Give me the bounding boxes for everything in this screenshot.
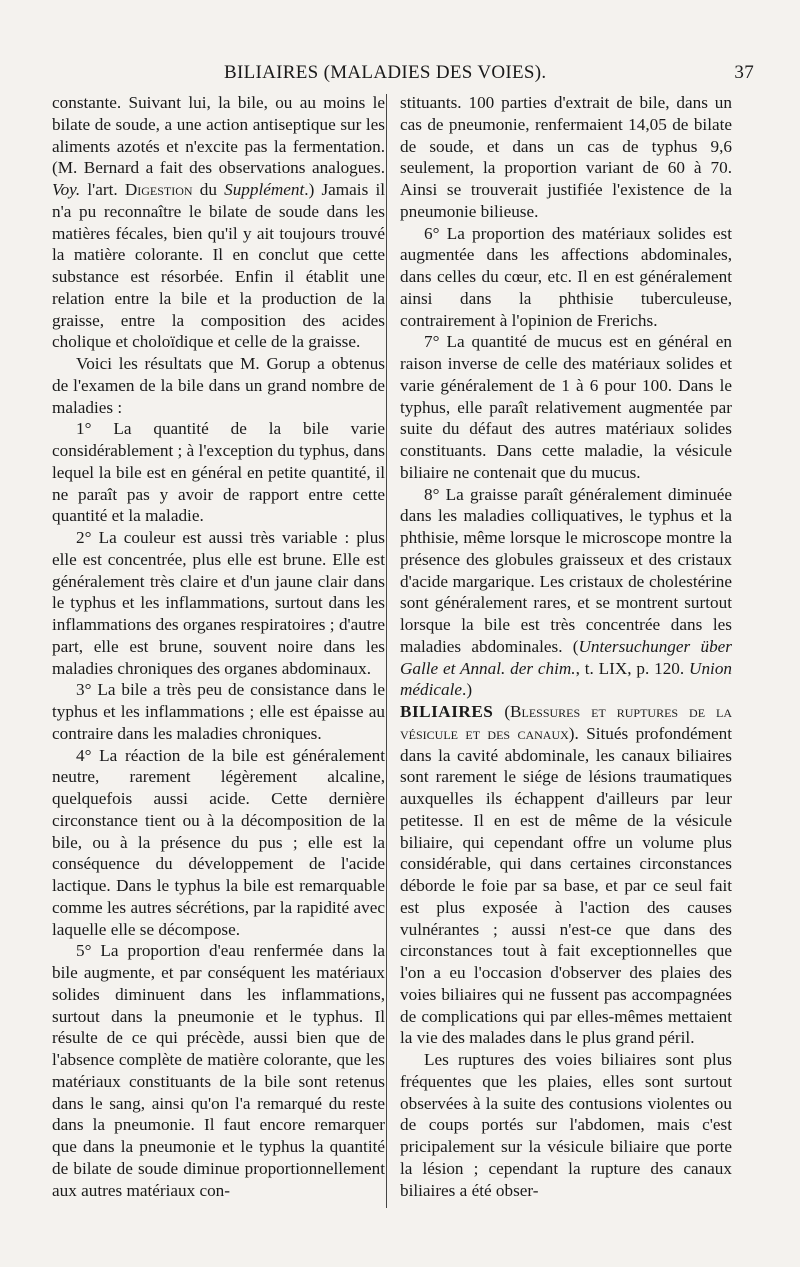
paragraph: 7° La quantité de mucus est en général en raison inverse de celle des matériaux solides et varie généralement de 1 à 6 pour 100. Dans le typhus, elle paraît relativement augmentée par suite du défaut des autres matériaux solides constituants. Dans cette maladie, la vésicule biliaire ne contenait que du mucus. (400, 332, 732, 482)
paragraph: Voici les résultats que M. Gorup a obtenus de l'examen de la bile dans un grand nombre de maladies : (52, 354, 385, 417)
page-number: 37 (734, 62, 754, 83)
entry-subheading: (Blessures et ruptures de la vésicule et des canaux). (400, 702, 733, 743)
running-title: BILIAIRES (MALADIES DES VOIES). (224, 62, 547, 83)
text-run: 8° La graisse paraît généralement diminuée dans les maladies colliquatives, le typhus et la phthisie, même lorsque le microscope montre la présence des globules graisseux et des cristaux d'acide margarique. Les cristaux de cholestérine sont généralement rares, et se montrent surtout lorsque la bile est très concentrée dans les maladies abdominales. ( (400, 484, 732, 656)
paragraph: Les ruptures des voies biliaires sont plus fréquentes que les plaies, elles sont surtout observées à la suite des contusions violentes ou de coups portés sur l'abdomen, mais c'est pricipalement sur la vésicule biliaire que porte la lésion ; cependant la rupture des canaux biliaires a été obser- (400, 1050, 732, 1200)
text-run: , t. LIX, p. 120. (575, 658, 690, 678)
running-header (52, 62, 754, 88)
paragraph: stituants. 100 parties d'extrait de bile, dans un cas de pneumonie, renfermaient 14,05 de bilate de soude, et dans un cas de typhus 9,6 seulement, la proportion variant de 60 à 70. Ainsi se trouverait justifiée l'existence de la pneumonie bilieuse. (400, 93, 732, 221)
small-caps-text: Digestion (124, 180, 193, 199)
paragraph: 4° La réaction de la bile est généralement neutre, rarement légèrement alcaline, quelquefois aussi acide. Cette dernière circonstance tient ou à la décomposition de la bile, ou à la présence du pus ; elle est la conséquence du développement de l'acide lactique. Dans le typhus la bile est remarquable comme les autres sécrétions, par la rapidité avec laquelle elle se décompose. (52, 745, 385, 939)
column-divider (386, 94, 387, 1208)
text-run: .) Jamais il n'a pu reconnaître le bilate de soude dans les matières fécales, bien qu'il y ait toujours trouvé la matière colorante. Il en conclut que cette substance est résorbée. Enfin il établit une relation entre la bile et la production de la graisse, entre la composition des acides cholique et choloïdique et celle de la graisse. (52, 180, 385, 352)
text-run: du (192, 180, 225, 199)
text-run: constante. Suivant lui, la bile, ou au moins le bilate de soude, a une action antiseptique sur les aliments azotés et n'excite pas la fermentation. (M. Bernard a fait des observations analogues. (52, 93, 385, 178)
paragraph: 2° La couleur est aussi très variable : plus elle est concentrée, plus elle est brune. Elle est généralement très claire et d'un jaune clair dans le typhus et les inflammations, surtout dans les inflammations des organes respiratoires ; d'autre part, elle est brune, souvent noire dans les maladies chroniques des organes abdominaux. (52, 528, 385, 678)
paragraph (52, 92, 385, 353)
paragraph (400, 484, 732, 702)
paragraph: 1° La quantité de la bile varie considérablement ; à l'exception du typhus, dans lequel la bile est en général en petite quantité, il ne paraît pas y avoir de rapport entre cette quantité et la maladie. (52, 419, 385, 526)
entry-paragraph (400, 701, 732, 1049)
italic-text: Supplément (224, 180, 305, 199)
right-column (400, 92, 732, 1201)
text-run: Situés profondément dans la cavité abdominale, les canaux biliaires sont rarement le siége de lésions traumatiques auxquelles ils échappent d'ailleurs par leur petitesse. Il en est de même de la vésicule biliaire, qui cependant offre un volume plus considérable, qui dans certaines circonstances déborde le foie par sa base, et par ce seul fait est plus exposée à l'action des causes vulnérantes ; aussi n'est-ce que dans des circonstances tout à fait exceptionnelles que l'on a eu l'occasion d'observer des plaies des voies biliaires qui ne fussent pas accompagnées de complications qui par elles-mêmes mettaient la vie des malades dans le plus grand péril. (400, 723, 732, 1048)
italic-text: Voy. (52, 180, 81, 199)
text-run: .) (462, 680, 473, 700)
italic-text: Untersuchunger über Galle et Annal. der chim. (400, 636, 732, 678)
text-run: l'art. (80, 180, 125, 199)
paragraph: 3° La bile a très peu de consistance dans le typhus et les inflammations ; elle est épaisse au contraire dans les maladies chroniques. (52, 680, 385, 743)
paragraph: 5° La proportion d'eau renfermée dans la bile augmente, et par conséquent les matériaux solides diminuent dans les inflammations, surtout dans la pneumonie et le typhus. Il résulte de ce qui précède, aussi bien que de l'absence complète de matière colorante, que les matériaux constituants de la bile sont retenus dans le sang, ainsi qu'on l'a remarqué du reste dans la pneumonie. Il faut encore remarquer que dans la pneumonie et le typhus la quantité de bilate de soude diminue proportionnellement aux autres matériaux con- (52, 941, 385, 1200)
entry-heading: BILIAIRES (400, 702, 494, 721)
italic-text: Union médicale (400, 658, 732, 700)
left-column (52, 92, 385, 1201)
paragraph: 6° La proportion des matériaux solides est augmentée dans les affections abdominales, dans celles du cœur, etc. Il en est généralement ainsi dans la phthisie tuberculeuse, contrairement à l'opinion de Frerichs. (400, 223, 732, 330)
